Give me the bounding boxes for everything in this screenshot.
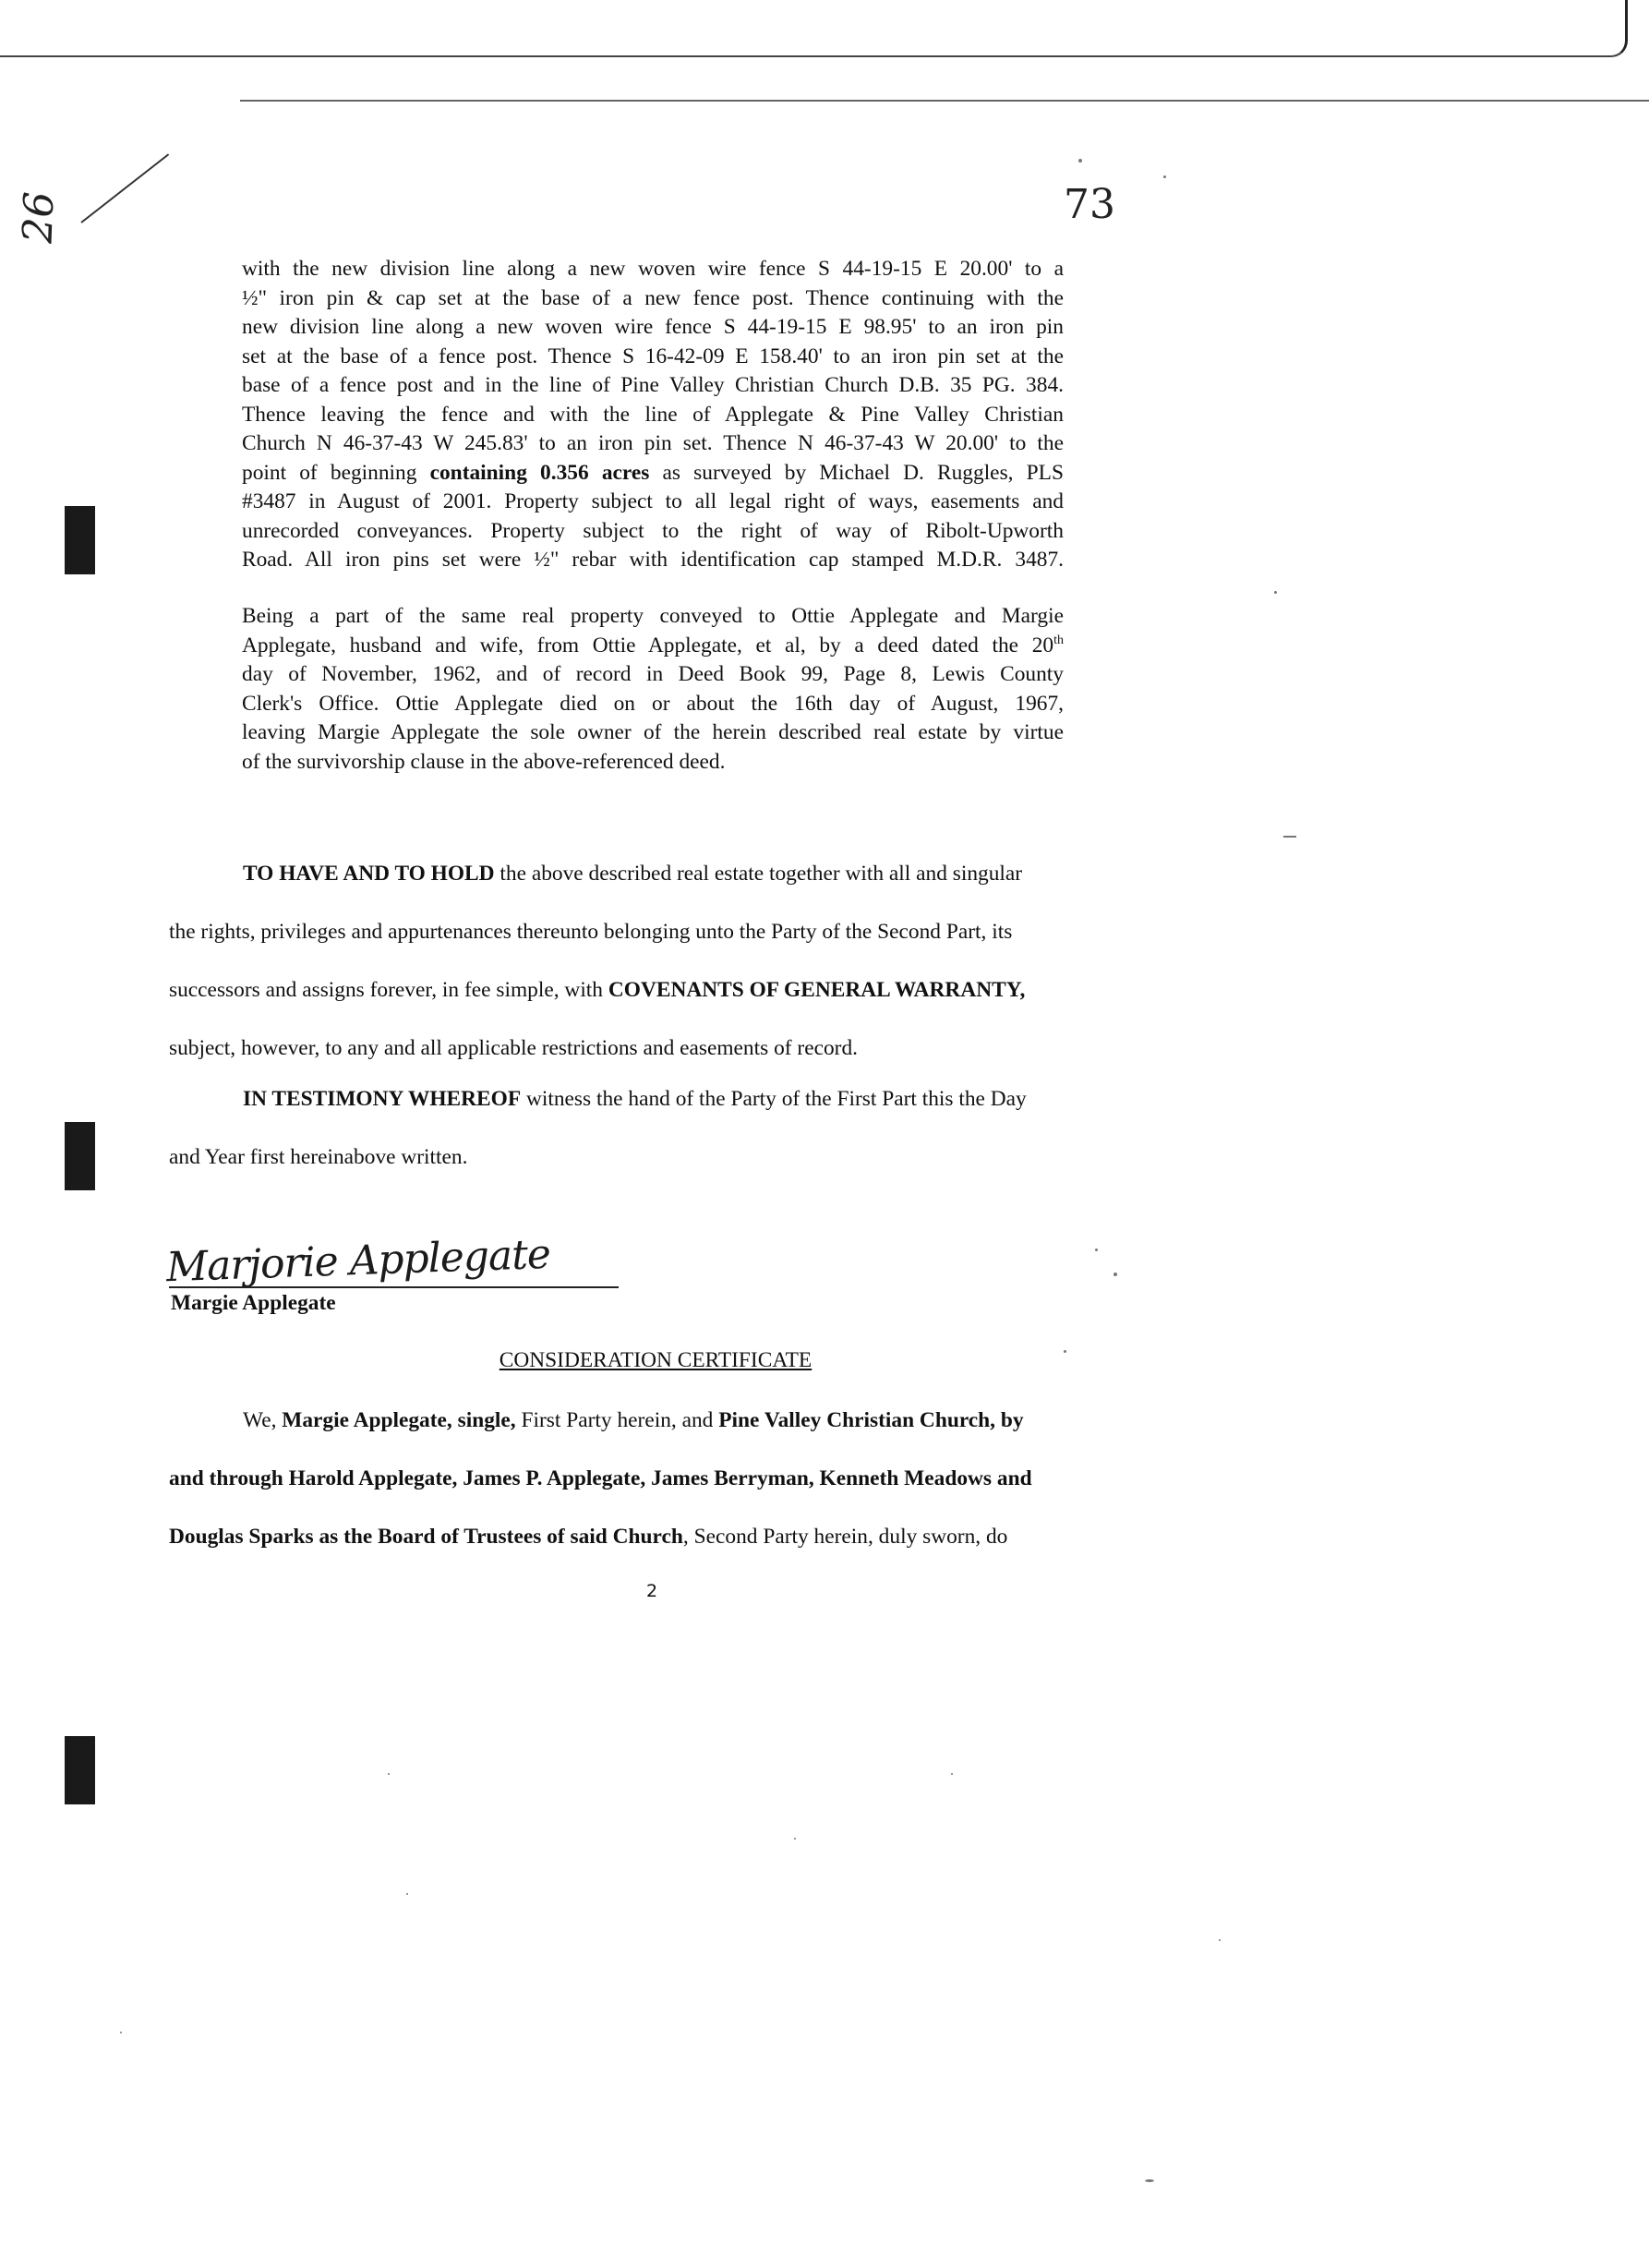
certificate-heading: CONSIDERATION CERTIFICATE [499, 1348, 812, 1372]
text-line: leaving Margie Applegate the sole owner of the herein described real estate by virtue [242, 720, 1064, 744]
speck [406, 1893, 408, 1895]
bold-lead: IN TESTIMONY WHEREOF [243, 1087, 522, 1111]
bold-fragment: Pine Valley Christian Church, by [718, 1408, 1024, 1432]
superscript: th [1053, 633, 1064, 647]
page-number: 2 [646, 1581, 658, 1601]
handwritten-slash [80, 153, 169, 223]
text-line: day of November, 1962, and of record in Deed Book 99, Page 8, Lewis County [242, 662, 1064, 686]
speck [1145, 2179, 1154, 2182]
text-line [169, 1508, 1144, 1566]
text-line: the rights, privileges and appurtenances thereunto belonging unto the Party of the Second Part, its [169, 920, 1013, 944]
text-line: Thence leaving the fence and with the line of Applegate & Pine Valley Christian [242, 402, 1064, 427]
text-line: with the new division line along a new woven wire fence S 44-19-15 E 20.00' to a [242, 257, 1064, 281]
source-deed-paragraph [242, 602, 1064, 777]
text-line: Being a part of the same real property conveyed to Ottie Applegate and Margie [242, 604, 1064, 628]
text-fragment: Applegate, husband and wife, from Ottie Applegate, et al, by a deed dated the 20 [242, 633, 1054, 657]
text-line: subject, however, to any and all applicable restrictions and easements of record. [169, 1036, 858, 1060]
text-line: and Year first hereinabove written. [169, 1145, 468, 1169]
bold-fragment: Douglas Sparks as the Board of Trustees of said Church [169, 1525, 683, 1549]
speck [1219, 1939, 1221, 1941]
text-fragment: point of beginning [242, 460, 430, 485]
text-fragment: the above described real estate together with all and singular [494, 862, 1023, 886]
testimony-clause [169, 1070, 1144, 1187]
text-line: ½" iron pin & cap set at the base of a new fence post. Thence continuing with the [242, 285, 1064, 310]
text-line: Church N 46-37-43 W 245.83' to an iron pin set. Thence N 46-37-43 W 20.00' to the [242, 431, 1064, 455]
speck [1113, 1273, 1117, 1276]
speck [1274, 591, 1277, 594]
text-line [169, 1392, 1144, 1450]
text-line [169, 845, 1144, 903]
speck [120, 2032, 122, 2033]
text-line: #3487 in August of 2001. Property subject to all legal right of ways, easements and [242, 489, 1064, 513]
acreage: containing 0.356 acres [429, 460, 650, 485]
text-line [242, 632, 1064, 661]
handwritten-page-number: 26 [14, 190, 64, 245]
binding-mark [65, 1122, 95, 1190]
text-line: and through Harold Applegate, James P. Applegate, James Berryman, Kenneth Meadows and [169, 1466, 1032, 1490]
text-line: Road. All iron pins set were ½" rebar with identification cap stamped M.D.R. 3487. [242, 548, 1064, 572]
text-line: of the survivorship clause in the above-referenced deed. [242, 749, 726, 774]
speck [951, 1773, 953, 1775]
text-fragment: We, [243, 1408, 283, 1432]
bold-lead: TO HAVE AND TO HOLD [243, 862, 495, 886]
binding-mark [65, 506, 95, 574]
scan-line [240, 100, 1649, 102]
signer-name: Margie Applegate [171, 1291, 336, 1315]
speck [1078, 159, 1082, 163]
text-line [242, 459, 1064, 489]
signature-line [169, 1286, 619, 1288]
text-fragment: as surveyed by Michael D. Ruggles, PLS [649, 460, 1064, 485]
text-line [169, 961, 1144, 1019]
habendum-clause [169, 845, 1144, 1078]
speck [1095, 1249, 1098, 1251]
text-line [169, 1070, 1144, 1128]
speck [794, 1838, 796, 1840]
speck [1163, 175, 1166, 178]
text-line: set at the base of a fence post. Thence S 16-42-09 E 158.40' to an iron pin set at the [242, 344, 1064, 368]
speck [1064, 1350, 1066, 1353]
text-line: base of a fence post and in the line of Pine Valley Christian Church D.B. 35 PG. 384. [242, 373, 1064, 397]
speck [1283, 836, 1296, 838]
binding-mark [65, 1736, 95, 1804]
bold-fragment: Margie Applegate, single, [282, 1408, 516, 1432]
text-line: unrecorded conveyances. Property subject to the right of way of Ribolt-Upworth [242, 518, 1064, 543]
speck [388, 1773, 390, 1775]
text-line: new division line along a new woven wire fence S 44-19-15 E 98.95' to an iron pin [242, 315, 1064, 339]
handwritten-signature: Marjorie Applegate [165, 1230, 551, 1292]
text-fragment: witness the hand of the Party of the First Part this the Day [521, 1087, 1027, 1111]
deed-book-page-number: 73 [1064, 181, 1115, 228]
consideration-certificate [169, 1392, 1144, 1566]
scan-edge [0, 0, 1628, 57]
text-fragment: successors and assigns forever, in fee simple, with [169, 978, 608, 1002]
text-fragment: First Party herein, and [515, 1408, 719, 1432]
text-fragment: , Second Party herein, duly sworn, do [682, 1525, 1008, 1549]
text-line: Clerk's Office. Ottie Applegate died on or about the 16th day of August, 1967, [242, 691, 1064, 716]
warranty-covenant: COVENANTS OF GENERAL WARRANTY, [608, 978, 1026, 1002]
legal-description [242, 255, 1064, 575]
